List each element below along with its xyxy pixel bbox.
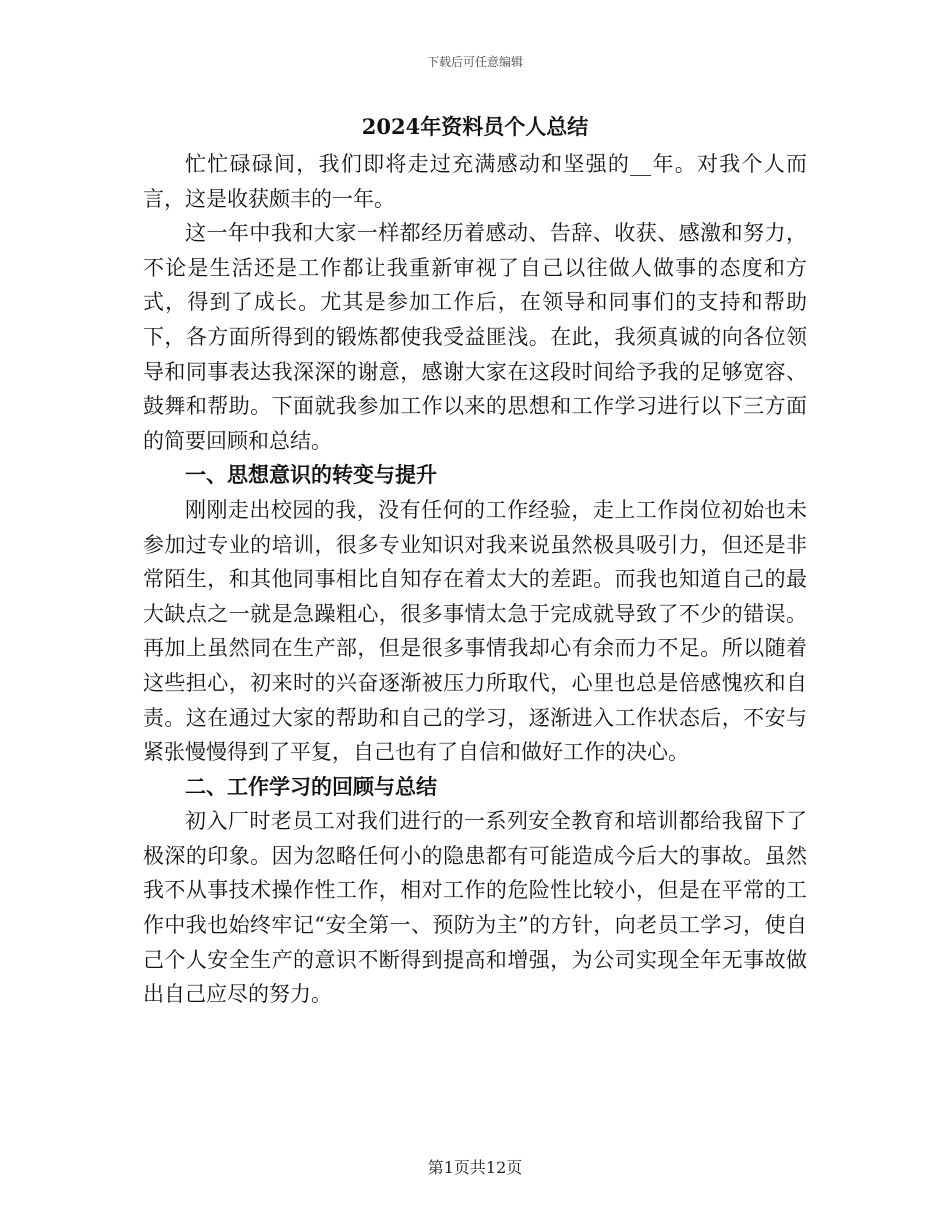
section-2-heading: 二、工作学习的回顾与总结 — [185, 773, 437, 799]
header-note: 下载后可任意编辑 — [426, 55, 523, 69]
document-title: 2024年资料员个人总结 — [361, 114, 589, 139]
section-1-heading: 一、思想意识的转变与提升 — [185, 462, 437, 488]
intro-paragraph-1: 忙忙碌碌间，我们即将走过充满感动和坚强的__年。对我个人而言，这是收获颇丰的一年。 — [143, 152, 807, 211]
section-1-paragraph: 刚刚走出校园的我，没有任何的工作经验，走上工作岗位初始也未参加过专业的培训，很多专业知识对我来说虽然极具吸引力，但还是非常陌生，和其他同事相比自知存在着太大的差距。而我也知道自己的最大缺点之一就是急躁粗心，很多事情太急于完成就导致了不少的错误。再加上虽然同在生产部，但是很多事情我却心有余而力不足。所以随着这些担心，初来时的兴奋逐渐被压力所取代，心里也总是倍感愧疚和自责。这在通过大家的帮助和自己的学习，逐渐进入工作状态后，不安与紧张慢慢得到了平复，自己也有了自信和做好工作的决心。 — [143, 497, 807, 765]
page-indicator: 第1页共12页 — [427, 1158, 523, 1177]
section-2-paragraph: 初入厂时老员工对我们进行的一系列安全教育和培训都给我留下了极深的印象。因为忽略任何小的隐患都有可能造成今后大的事故。虽然我不从事技术操作性工作，相对工作的危险性比较小，但是在平常的工作中我也始终牢记“安全第一、预防为主”的方针，向老员工学习，使自己个人安全生产的意识不断得到提高和增强，为公司实现全年无事故做出自己应尽的努力。 — [143, 809, 807, 1007]
intro-paragraph-2: 这一年中我和大家一样都经历着感动、告辞、收获、感激和努力，不论是生活还是工作都让我重新审视了自己以往做人做事的态度和方式，得到了成长。尤其是参加工作后，在领导和同事们的支持和帮助下，各方面所得到的锻炼都使我受益匪浅。在此，我须真诚的向各位领导和同事表达我深深的谢意，感谢大家在这段时间给予我的足够宽容、鼓舞和帮助。下面就我参加工作以来的思想和工作学习进行以下三方面的简要回顾和总结。 — [143, 221, 807, 453]
document-body — [143, 147, 807, 1012]
